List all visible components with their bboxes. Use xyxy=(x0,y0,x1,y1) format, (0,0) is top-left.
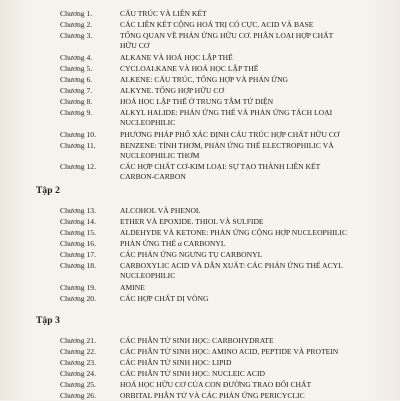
chapter-number: Chương 9. xyxy=(60,108,93,117)
chapter-row xyxy=(60,391,350,401)
chapter-title: CÁC PHÂN TỬ SINH HỌC: AMINO ACID, PEPTIDE VÀ PROTEIN xyxy=(120,347,339,356)
chapter-title: ALKYNE. TỔNG HỢP HỮU CƠ xyxy=(120,86,224,95)
chapter-row xyxy=(60,261,350,280)
chapter-title: ALKYL HALIDE: PHẢN ỨNG THẾ VÀ PHẢN ỨNG TÁCH LOẠI NUCLEOPHILIC xyxy=(120,108,333,127)
chapter-number: Chương 14. xyxy=(60,217,96,226)
chapter-row xyxy=(60,336,350,346)
chapter-title: CÁC HỢP CHẤT CƠ-KIM LOẠI: SỰ TẠO THÀNH LIÊN KẾT CARBON-CARBON xyxy=(120,162,321,181)
chapter-row xyxy=(60,347,350,357)
chapter-number: Chương 24. xyxy=(60,369,96,378)
chapter-row xyxy=(60,64,350,74)
chapter-row xyxy=(60,239,350,249)
chapter-title: HOÁ HỌC LẬP THỂ Ở TRUNG TÂM TỨ DIỆN xyxy=(120,97,274,106)
chapter-title: PHẢN ỨNG THẾ α CARBONYL xyxy=(120,239,226,248)
chapter-title: HOÁ HỌC HỮU CƠ CỦA CON ĐƯỜNG TRAO ĐỔI CHẤT xyxy=(120,380,312,389)
chapter-row xyxy=(60,141,350,160)
chapter-row xyxy=(60,86,350,96)
chapter-row xyxy=(60,9,350,19)
chapter-number: Chương 12. xyxy=(60,162,96,171)
chapter-title: CARBOXYLIC ACID VÀ DẪN XUẤT: CÁC PHẢN ỨNG THẾ ACYL NUCLEOPHILIC xyxy=(120,261,343,280)
chapter-number: Chương 8. xyxy=(60,97,93,106)
chapter-row xyxy=(60,294,350,304)
chapter-title: CÁC PHÂN TỬ SINH HỌC: LIPID xyxy=(120,358,232,367)
chapter-row xyxy=(60,75,350,85)
chapter-title: CẤU TRÚC VÀ LIÊN KẾT xyxy=(120,9,207,18)
volume-heading: Tập 2 xyxy=(36,186,60,196)
chapter-row xyxy=(60,20,350,30)
chapter-number: Chương 13. xyxy=(60,206,96,215)
chapter-title: BENZENE: TÍNH THƠM, PHẢN ỨNG THẾ ELECTROPHILIC VÀ NUCLEOPHILIC THƠM xyxy=(120,141,334,160)
chapter-row xyxy=(60,162,350,181)
chapter-row xyxy=(60,53,350,63)
chapter-number: Chương 1. xyxy=(60,9,93,18)
chapter-title: CÁC PHẢN ỨNG NGƯNG TỤ CARBONYL xyxy=(120,250,263,259)
chapter-number: Chương 3. xyxy=(60,31,93,40)
chapter-number: Chương 16. xyxy=(60,239,96,248)
chapter-number: Chương 5. xyxy=(60,64,93,73)
chapter-number: Chương 23. xyxy=(60,358,96,367)
volume-heading: Tập 3 xyxy=(36,316,60,326)
chapter-row xyxy=(60,369,350,379)
chapter-row xyxy=(60,217,350,227)
chapter-number: Chương 18. xyxy=(60,261,96,270)
chapter-title: CÁC PHÂN TỬ SINH HỌC: NUCLEIC ACID xyxy=(120,369,265,378)
chapter-number: Chương 25. xyxy=(60,380,96,389)
chapter-row xyxy=(60,130,350,140)
chapter-row xyxy=(60,250,350,260)
chapter-title: CÁC HỢP CHẤT DỊ VÒNG xyxy=(120,294,209,303)
chapter-number: Chương 17. xyxy=(60,250,96,259)
chapter-title: ALCOHOL VÀ PHENOL xyxy=(120,206,201,215)
chapter-number: Chương 6. xyxy=(60,75,93,84)
chapter-title: AMINE xyxy=(120,283,145,292)
chapter-row xyxy=(60,97,350,107)
chapter-number: Chương 21. xyxy=(60,336,96,345)
chapter-title: ALDEHYDE VÀ KETONE: PHẢN ỨNG CỘNG HỢP NUCLEOPHILIC xyxy=(120,228,348,237)
chapter-number: Chương 26. xyxy=(60,391,96,400)
chapter-number: Chương 19. xyxy=(60,283,96,292)
chapter-number: Chương 10. xyxy=(60,130,96,139)
chapter-title: PHƯƠNG PHÁP PHỔ XÁC ĐỊNH CẤU TRÚC HỢP CHẤT HỮU CƠ xyxy=(120,130,340,139)
chapter-number: Chương 4. xyxy=(60,53,93,62)
chapter-title: CÁC LIÊN KẾT CỘNG HOÁ TRỊ CÓ CỰC. ACID VÀ BASE xyxy=(120,20,314,29)
chapter-number: Chương 15. xyxy=(60,228,96,237)
chapter-title: ETHER VÀ EPOXIDE. THIOL VÀ SULFIDE xyxy=(120,217,264,226)
chapter-number: Chương 20. xyxy=(60,294,96,303)
chapter-number: Chương 2. xyxy=(60,20,93,29)
chapter-title: CYCLOALKANE VÀ HOÁ HỌC LẬP THỂ xyxy=(120,64,259,73)
chapter-row xyxy=(60,108,350,127)
chapter-row xyxy=(60,206,350,216)
chapter-row xyxy=(60,31,350,50)
chapter-number: Chương 11. xyxy=(60,141,96,150)
chapter-title: ALKANE VÀ HOÁ HỌC LẬP THỂ xyxy=(120,53,233,62)
chapter-number: Chương 7. xyxy=(60,86,93,95)
chapter-row xyxy=(60,380,350,390)
chapter-row xyxy=(60,358,350,368)
chapter-title: ALKENE: CẤU TRÚC, TỔNG HỢP VÀ PHẢN ỨNG xyxy=(120,75,289,84)
chapter-title: CÁC PHÂN TỬ SINH HỌC: CARBOHYDRATE xyxy=(120,336,274,345)
chapter-title: TỔNG QUAN VỀ PHẢN ỨNG HỮU CƠ. PHÂN LOẠI HỢP CHẤT HỮU CƠ xyxy=(120,31,334,50)
chapter-title: ORBITAL PHÂN TỬ VÀ CÁC PHẢN ỨNG PERICYCLIC xyxy=(120,391,305,400)
chapter-row xyxy=(60,228,350,238)
chapter-number: Chương 22. xyxy=(60,347,96,356)
chapter-row xyxy=(60,283,350,293)
